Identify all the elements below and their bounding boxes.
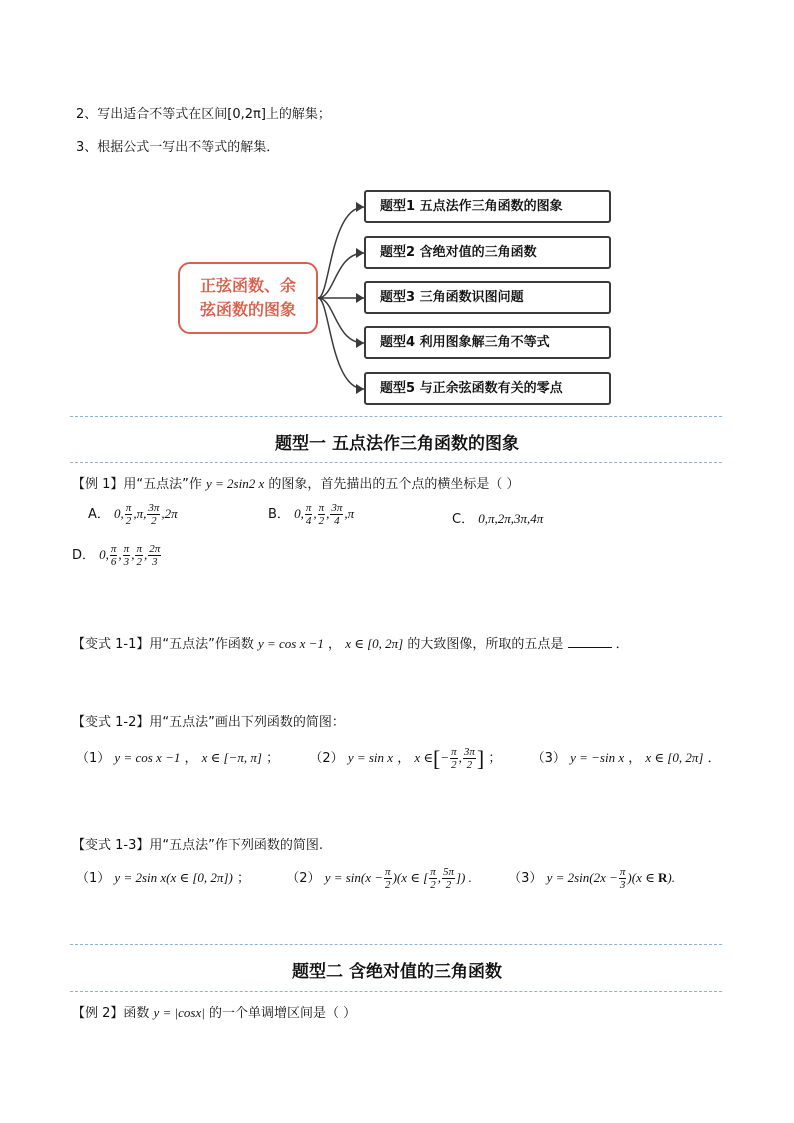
example1-formula: y = 2sin2 x [206,476,265,491]
answer-blank[interactable] [568,635,612,648]
example1-option-d[interactable]: D． 0, $\frac{\pi}{6}$ , $\frac{\pi}{3}$ , $\frac{\pi}{2}$ , $\frac{2\pi}{3}$ [72,543,161,568]
var13-p1-formula: y = 2sin x(x ∈ [0, 2π]) [114,870,233,885]
section1-separator-top [70,416,722,417]
example1-suffix: 的图象，首先描出的五个点的横坐标是（ ） [268,477,520,492]
var12-p1-domain: x ∈ [−π, π] [201,750,262,765]
intro-step-3: 3、根据公式一写出不等式的解集． [76,140,280,155]
variant-1-1 [72,633,629,652]
var12-p1-formula: y = cos x −1 [114,750,181,765]
example1-option-a[interactable]: A． 0, $\frac{\pi}{2}$ ,π, $\frac{3\pi}{2}$ ,2π [88,502,178,527]
section2-title: 题型二 含绝对值的三角函数 [292,962,502,982]
example1-option-c[interactable] [452,508,543,527]
mindmap-branch-2: 题型2 含绝对值的三角函数 [364,236,611,269]
connector-2 [318,253,364,298]
var12-p3-label: （3） [531,751,566,766]
var11-end: ． [615,637,629,652]
var11-mid: ， [328,637,342,652]
mindmap-central-node [178,262,318,334]
var11-prefix: 【变式 1-1】用“五点法”作函数 [72,637,254,652]
section1-title: 题型一 五点法作三角函数的图象 [275,434,519,454]
option-a-label: A． [88,507,110,522]
section1-separator-bottom [70,462,722,463]
variant-1-2-parts: （1） y = cos x −1 ， x ∈ [−π, π] ； （2） y = sin x ， x ∈[− $\frac{\pi}{2}$ , $\frac{3\pi}{2}$ ] ； （3） y = −sin x ， x ∈ [0, 2π] ． [76,745,721,771]
example2-prefix: 【例 2】函数 [72,1006,150,1021]
mindmap-branch-5: 题型5 与正余弦函数有关的零点 [364,372,611,405]
example1-question [72,473,520,492]
central-line-2: 弦函数的图象 [199,300,296,319]
variant-1-3-title: 【变式 1-3】用“五点法”作下列函数的简图. [72,838,323,853]
example2-formula: y = |cosx| [153,1005,205,1020]
option-c-label: C． [452,512,475,527]
var12-p3-domain: x ∈ [0, 2π] [645,750,704,765]
var12-p1-label: （1） [76,751,111,766]
section2-separator-top [70,944,722,945]
example2-question [72,1002,356,1021]
var12-p2-label: （2） [309,751,344,766]
var11-domain: x ∈ [0, 2π] [345,636,404,651]
variant-1-2-title: 【变式 1-2】用“五点法”画出下列函数的简图： [72,715,345,730]
var11-formula: y = cos x −1 [257,636,324,651]
central-line-1: 正弦函数、余 [199,276,296,295]
mindmap-branch-4: 题型4 利用图象解三角不等式 [364,326,611,359]
var11-suffix: 的大致图像，所取的五点是 [407,637,564,652]
example2-suffix: 的一个单调增区间是（ ） [208,1006,357,1021]
var13-p2-label: （2） [286,871,321,886]
var12-p3-formula: y = −sin x [570,750,625,765]
option-c-text: 0,π,2π,3π,4π [478,511,544,526]
var13-p3-label: （3） [508,871,543,886]
section2-separator-bottom [70,991,722,992]
intro-step-2: 2、写出适合不等式在区间[0,2π]上的解集； [76,107,331,122]
option-b-label: B． [268,507,290,522]
connector-4 [318,298,364,343]
var12-p2-formula: y = sin x [347,750,394,765]
example1-option-b[interactable]: B． 0, $\frac{\pi}{4}$ , $\frac{\pi}{2}$ , $\frac{3\pi}{4}$ ,π [268,502,355,527]
variant-1-3-parts: （1） y = 2sin x(x ∈ [0, 2π]) ； （2） y = sin(x − $\frac{\pi}{2}$ )(x ∈ [ $\frac{\pi}{2}$ , $\frac{5\pi}{2}$ ]) . （3） y = 2sin(2x − $\frac{\pi}{3}$ )(x ∈ R). [76,866,675,891]
mindmap-branch-1: 题型1 五点法作三角函数的图象 [364,190,611,223]
example1-prefix: 【例 1】用“五点法”作 [72,477,202,492]
var13-p1-label: （1） [76,871,111,886]
option-d-label: D． [72,548,96,563]
mindmap-branch-3: 题型3 三角函数识图问题 [364,281,611,314]
